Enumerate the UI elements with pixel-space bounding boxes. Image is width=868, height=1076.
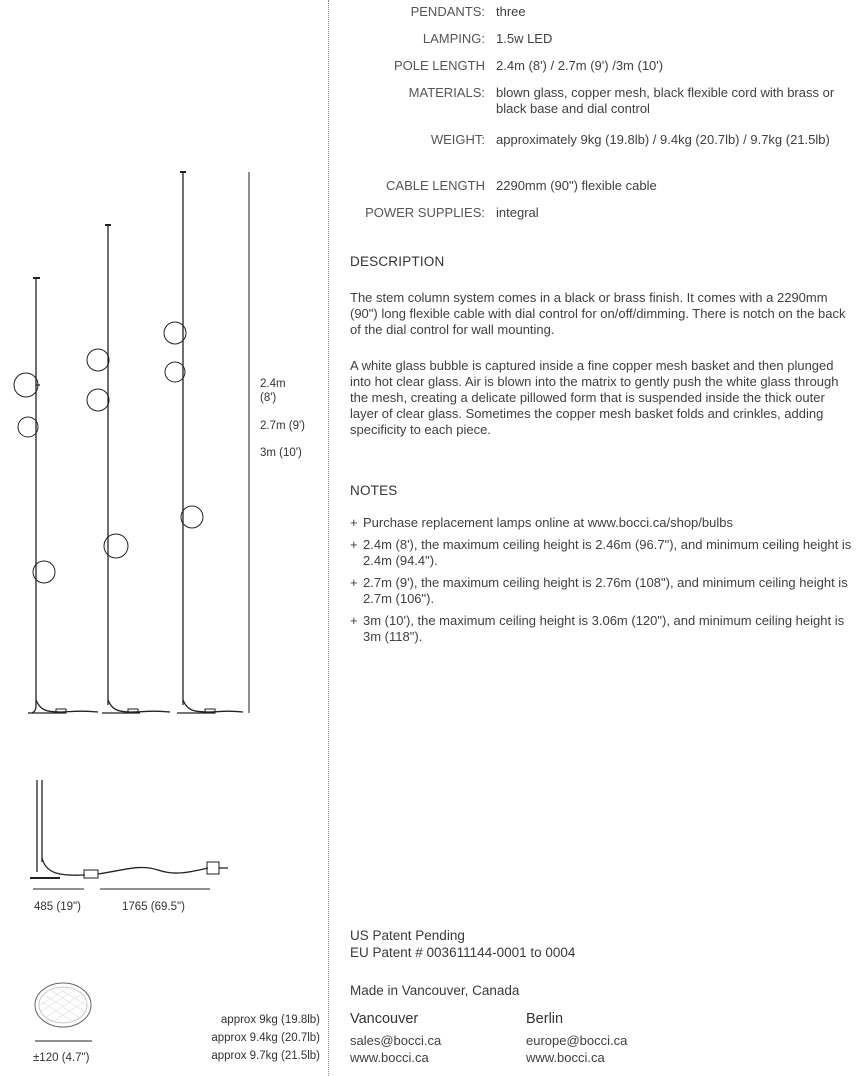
height-label-3m: 3m (10')	[260, 447, 302, 459]
pole-2-7m-drawing	[87, 225, 170, 713]
pendant-detail-drawing	[35, 983, 92, 1041]
office-web-berlin[interactable]: www.bocci.ca	[526, 1050, 605, 1065]
patent-us: US Patent Pending	[350, 928, 465, 943]
spec-label: PENDANTS:	[410, 4, 485, 19]
patent-eu: EU Patent # 003611144-0001 to 0004	[350, 945, 576, 960]
list-item: + 2.7m (9'), the maximum ceiling height is 2.76m (108"), and minimum ceiling height is 2.7m (106").	[350, 575, 848, 606]
cable-dim-length: 1765 (69.5")	[122, 901, 185, 913]
pendant-dim: ±120 (4.7")	[33, 1052, 90, 1064]
spec-label: LAMPING:	[422, 31, 485, 46]
spec-value: 2.4m (8') / 2.7m (9') /3m (10')	[496, 58, 664, 73]
spec-value: integral	[496, 205, 539, 220]
weight-label-3m: approx 9.7kg (21.5lb)	[211, 1050, 320, 1062]
note-text: Purchase replacement lamps online at www.bocci.ca/shop/bulbs	[363, 515, 733, 530]
spec-label: WEIGHT:	[430, 132, 485, 147]
list-item: + 3m (10'), the maximum ceiling height is 3.06m (120"), and minimum ceiling height is 3m (118").	[350, 613, 845, 644]
weight-label-2-4m: approx 9kg (19.8lb)	[220, 1014, 320, 1026]
description-heading: DESCRIPTION	[350, 254, 445, 269]
notes-heading: NOTES	[350, 483, 398, 498]
note-text: 2.4m (8'), the maximum ceiling height is 2.46m (96.7"), and minimum ceiling height is 2.4m (94.4").	[363, 537, 852, 568]
description-paragraph: The stem column system comes in a black or brass finish. It comes with a 2290mm (90") long flexible cable with dial control for on/off/dimming. There is notch on the back of the dial control for wall mounting.	[350, 290, 846, 337]
office-web-vancouver[interactable]: www.bocci.ca	[350, 1050, 429, 1065]
description-paragraph: A white glass bubble is captured inside a fine copper mesh basket and then plunged into hot clear glass. Air is blown into the matrix to gently push the white glass through the mesh, creating a delicate pillowed form that is suspended inside the thick outer layer of clear glass. Sometimes the copper mesh basket folds and crinkles, adding specificity to each piece.	[350, 358, 839, 437]
weight-label-2-7m: approx 9.4kg (20.7lb)	[211, 1032, 320, 1044]
list-item: + 2.4m (8'), the maximum ceiling height is 2.46m (96.7"), and minimum ceiling height is 2.4m (94.4").	[350, 537, 852, 568]
spec-label: POWER SUPPLIES:	[365, 205, 485, 220]
spec-value: three	[496, 4, 526, 19]
spec-label: POLE LENGTH	[393, 58, 485, 73]
office-city-vancouver: Vancouver	[350, 1011, 419, 1027]
spec-label: CABLE LENGTH	[386, 178, 485, 193]
spec-value: approximately 9kg (19.8lb) / 9.4kg (20.7lb) / 9.7kg (21.5lb)	[496, 132, 830, 147]
list-item: + Purchase replacement lamps online at www.bocci.ca/shop/bulbs	[350, 515, 733, 530]
spec-value: blown glass, copper mesh, black flexible cord with brass or black base and dial control	[496, 85, 835, 116]
cable-dim-base: 485 (19")	[34, 901, 81, 913]
notes-list	[350, 515, 852, 651]
note-text: 2.7m (9'), the maximum ceiling height is 2.76m (108"), and minimum ceiling height is 2.7m (106").	[363, 575, 848, 606]
height-label-2-4m: 2.4m (8')	[260, 378, 286, 404]
spec-value: 1.5w LED	[496, 31, 553, 46]
product-drawings	[0, 0, 330, 1076]
office-city-berlin: Berlin	[526, 1011, 564, 1027]
height-label-2-7m: 2.7m (9')	[260, 420, 306, 432]
cable-detail-drawing	[30, 780, 228, 889]
note-text: 3m (10'), the maximum ceiling height is 3.06m (120"), and minimum ceiling height is 3m (118").	[363, 613, 845, 644]
pole-2-4m-drawing	[14, 278, 98, 713]
spec-label: MATERIALS:	[408, 85, 485, 100]
office-email-berlin[interactable]: europe@bocci.ca	[526, 1033, 628, 1048]
made-in: Made in Vancouver, Canada	[350, 983, 520, 998]
office-email-vancouver[interactable]: sales@bocci.ca	[350, 1033, 442, 1048]
spec-value: 2290mm (90") flexible cable	[496, 178, 657, 193]
pole-3m-drawing	[164, 172, 243, 713]
